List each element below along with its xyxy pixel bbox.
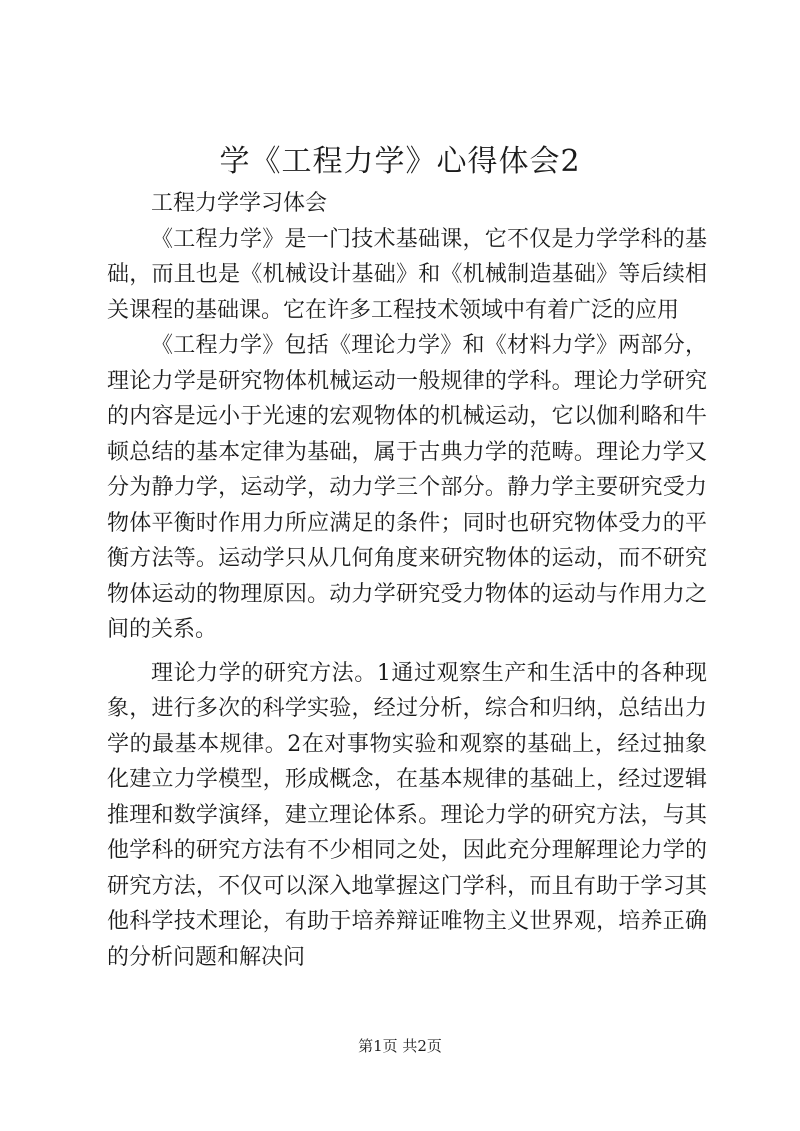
page-footer: 第1页 共2页 xyxy=(358,1037,442,1055)
document-body xyxy=(107,186,707,975)
paragraph-methods: 理论力学的研究方法。1通过观察生产和生活中的各种现象，进行多次的科学实验，经过分析，综合和归纳，总结出力学的最基本规律。2在对事物实验和观察的基础上，经过抽象化建立力学模型，形成概念，在基本规律的基础上，经过逻辑推理和数学演绎，建立理论体系。理论力学的研究方法，与其他学科的研究方法有不少相同之处，因此充分理解理论力学的研究方法，不仅可以深入地掌握这门学科，而且有助于学习其他科学技术理论，有助于培养辩证唯物主义世界观，培养正确的分析问题和解决问 xyxy=(107,660,707,970)
section-heading: 工程力学学习体会 xyxy=(151,191,328,216)
page-title: 学《工程力学》心得体会2 xyxy=(219,144,581,179)
paragraph-theory: 《工程力学》包括《理论力学》和《材料力学》两部分，理论力学是研究物体机械运动一般规律的学科。理论力学研究的内容是远小于光速的宏观物体的机械运动，它以伽利略和牛顿总结的基本定律为基础，属于古典力学的范畴。理论力学又分为静力学，运动学，动力学三个部分。静力学主要研究受力物体平衡时作用力所应满足的条件；同时也研究物体受力的平衡方法等。运动学只从几何角度来研究物体的运动，而不研究物体运动的物理原因。动力学研究受力物体的运动与作用力之间的关系。 xyxy=(107,333,707,642)
paragraph-intro: 《工程力学》是一门技术基础课，它不仅是力学学科的基础，而且也是《机械设计基础》和《机械制造基础》等后续相关课程的基础课。它在许多工程技术领域中有着广泛的应用 xyxy=(107,226,707,323)
